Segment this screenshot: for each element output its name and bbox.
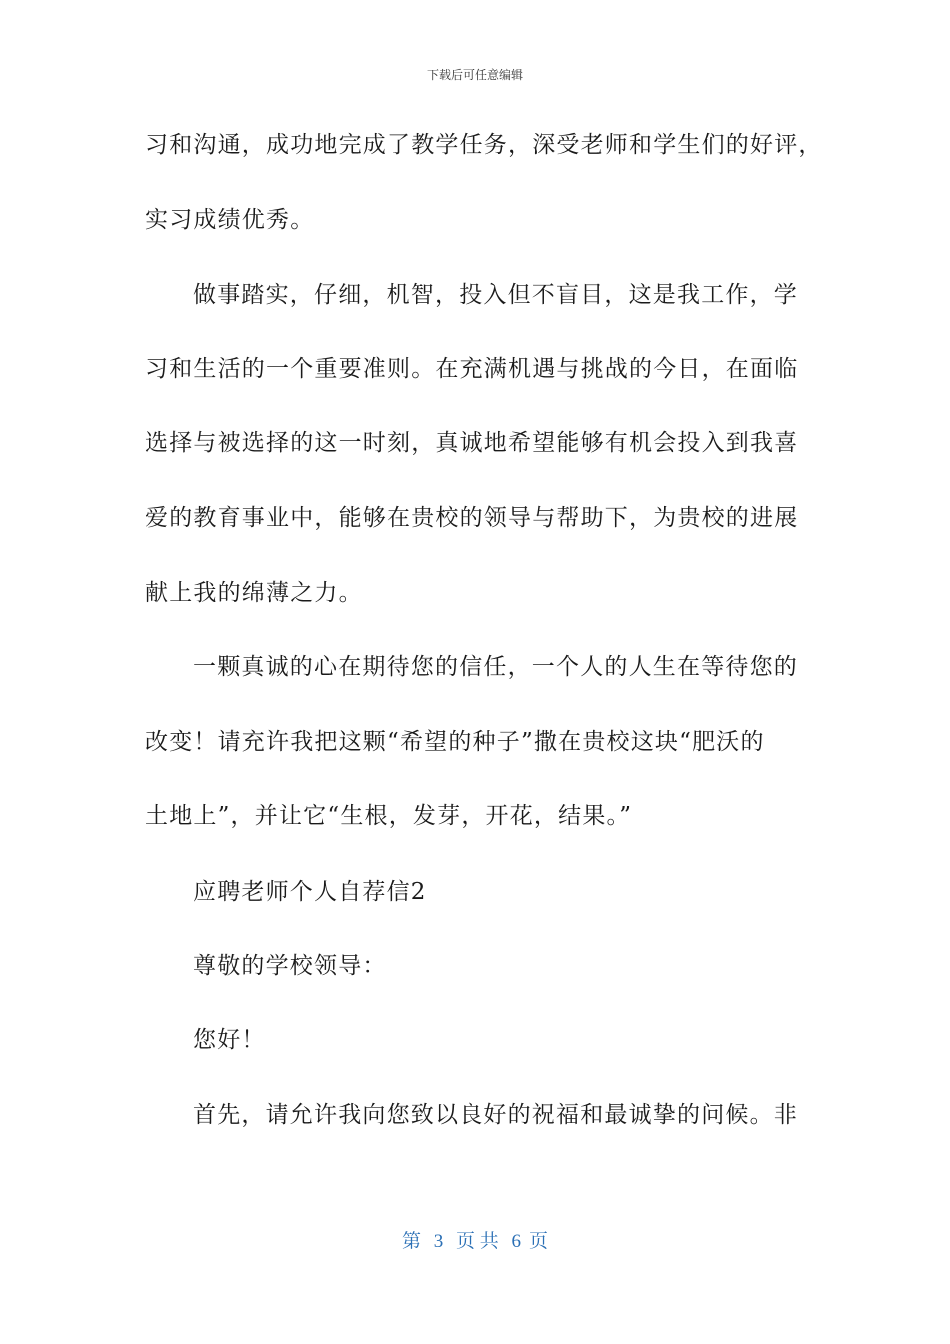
text-line: 土地上”，并让它“生根，发芽，开花，结果。” — [145, 803, 633, 829]
total-page-number: 6 — [511, 1231, 521, 1252]
text-line: 一颗真诚的心在期待您的信任，一个人的人生在等待您的 — [193, 654, 798, 680]
salutation: 尊敬的学校领导： — [193, 953, 387, 979]
footer-prefix: 第 — [401, 1231, 421, 1252]
text-line: 选择与被选择的这一时刻，真诚地希望能够有机会投入到我喜 — [145, 430, 799, 456]
text-line: 做事踏实，仔细，机智，投入但不盲目，这是我工作，学 — [193, 282, 798, 308]
footer-mid: 页 共 — [455, 1231, 499, 1252]
text-line: 习和沟通，成功地完成了教学任务，深受老师和学生们的好评， — [145, 132, 823, 158]
text-line: 首先，请允许我向您致以良好的祝福和最诚挚的问候。非 — [193, 1102, 798, 1128]
text-line: 实习成绩优秀。 — [145, 207, 315, 233]
text-line: 改变！请充许我把这颗“希望的种子”撒在贵校这块“肥沃的 — [145, 729, 765, 755]
page-footer — [0, 1226, 950, 1253]
text-line: 献上我的绵薄之力。 — [145, 580, 363, 606]
greeting: 您好！ — [193, 1027, 266, 1053]
page-header: 下载后可任意编辑 — [426, 68, 523, 82]
footer-suffix: 页 — [529, 1231, 549, 1252]
section-heading: 应聘老师个人自荐信2 — [193, 879, 427, 905]
text-line: 爱的教育事业中，能够在贵校的领导与帮助下，为贵校的进展 — [145, 505, 799, 531]
current-page-number: 3 — [433, 1231, 444, 1252]
text-line: 习和生活的一个重要准则。在充满机遇与挑战的今日，在面临 — [145, 356, 799, 382]
